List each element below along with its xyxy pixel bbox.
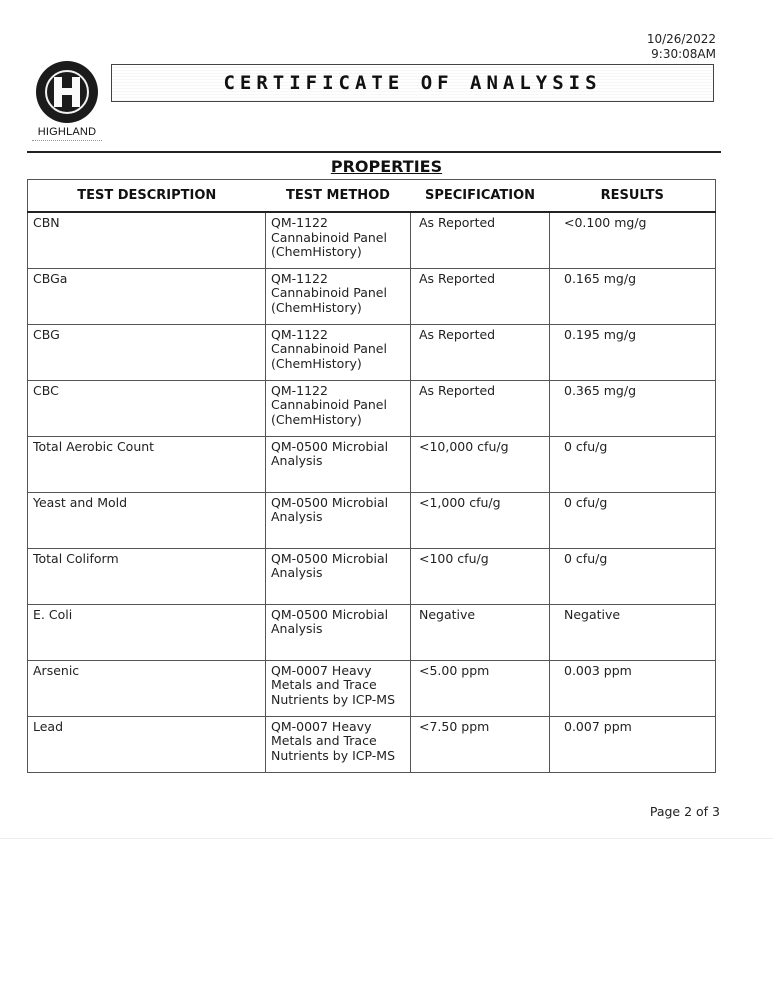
table-row — [28, 212, 716, 268]
column-header-description: TEST DESCRIPTION — [28, 180, 266, 213]
test-description-cell: CBGa — [28, 268, 266, 324]
test-method-line: Nutrients by ICP-MS — [271, 747, 395, 763]
test-method-line: QM-1122 — [271, 382, 328, 398]
specification-cell: Negative — [411, 604, 550, 660]
logo-name: HIGHLAND — [37, 126, 97, 138]
result-cell: 0.007 ppm — [550, 716, 716, 772]
test-description-cell: E. Coli — [28, 604, 266, 660]
test-method-cell — [266, 548, 411, 604]
header-divider — [27, 151, 721, 153]
test-method-line: Analysis — [271, 565, 323, 580]
test-method-line: QM-0007 Heavy — [271, 718, 372, 734]
result-cell: 0 cfu/g — [550, 492, 716, 548]
result-cell: 0.365 mg/g — [550, 380, 716, 436]
table-row — [28, 604, 716, 660]
column-header-specification: SPECIFICATION — [411, 180, 550, 213]
report-time: 9:30:08AM — [651, 47, 716, 61]
test-description-cell: Total Aerobic Count — [28, 436, 266, 492]
specification-cell: <10,000 cfu/g — [411, 436, 550, 492]
test-method-line: Cannabinoid Panel — [271, 397, 387, 412]
test-method-line: (ChemHistory) — [271, 411, 362, 427]
column-header-method: TEST METHOD — [266, 180, 411, 213]
result-cell: 0 cfu/g — [550, 548, 716, 604]
test-method-line: QM-0500 Microbial — [271, 606, 389, 622]
logo-badge — [36, 61, 98, 123]
properties-table — [27, 179, 716, 773]
test-method-line: QM-0500 Microbial — [271, 438, 389, 454]
test-method-cell — [266, 716, 411, 772]
specification-cell: <7.50 ppm — [411, 716, 550, 772]
properties-table-wrapper — [27, 179, 715, 773]
test-method-line: QM-0007 Heavy — [271, 662, 372, 678]
result-cell: 0.003 ppm — [550, 660, 716, 716]
test-method-line: QM-0500 Microbial — [271, 494, 389, 510]
test-description-cell: Total Coliform — [28, 548, 266, 604]
result-cell: Negative — [550, 604, 716, 660]
test-description-cell: Yeast and Mold — [28, 492, 266, 548]
certificate-title: CERTIFICATE OF ANALYSIS — [223, 72, 602, 94]
test-method-line: Analysis — [271, 453, 323, 468]
table-row — [28, 268, 716, 324]
specification-cell: <5.00 ppm — [411, 660, 550, 716]
test-method-line: (ChemHistory) — [271, 244, 362, 259]
test-method-cell — [266, 324, 411, 380]
report-datetime — [647, 32, 716, 62]
test-method-cell — [266, 268, 411, 324]
test-description-cell: CBN — [28, 212, 266, 268]
table-row — [28, 380, 716, 436]
table-row — [28, 716, 716, 772]
test-method-cell — [266, 492, 411, 548]
specification-cell: As Reported — [411, 212, 550, 268]
test-method-cell — [266, 380, 411, 436]
section-title: PROPERTIES — [330, 157, 443, 176]
report-date: 10/26/2022 — [646, 32, 716, 46]
specification-cell: As Reported — [411, 268, 550, 324]
test-method-line: Analysis — [271, 621, 323, 636]
test-description-cell: CBC — [28, 380, 266, 436]
specification-cell: As Reported — [411, 380, 550, 436]
test-description-cell: Arsenic — [28, 660, 266, 716]
table-header-row — [28, 180, 716, 213]
table-row — [28, 660, 716, 716]
test-method-line: Cannabinoid Panel — [271, 341, 387, 356]
test-method-line: Metals and Trace — [271, 677, 377, 692]
test-method-line: QM-1122 — [271, 215, 328, 230]
test-method-line: (ChemHistory) — [271, 299, 362, 315]
test-method-line: Nutrients by ICP-MS — [271, 691, 395, 707]
specification-cell: <1,000 cfu/g — [411, 492, 550, 548]
test-description-cell: Lead — [28, 716, 266, 772]
test-method-cell — [266, 660, 411, 716]
test-method-line: QM-0500 Microbial — [271, 550, 389, 566]
table-body — [28, 212, 716, 772]
test-method-line: Metals and Trace — [271, 733, 377, 748]
page-number: Page 2 of 3 — [649, 804, 720, 819]
result-cell: 0.165 mg/g — [550, 268, 716, 324]
test-method-cell — [266, 212, 411, 268]
test-method-line: Cannabinoid Panel — [271, 229, 387, 245]
test-method-cell — [266, 436, 411, 492]
test-method-cell — [266, 604, 411, 660]
table-row — [28, 324, 716, 380]
result-cell: <0.100 mg/g — [550, 212, 716, 268]
test-description-cell: CBG — [28, 324, 266, 380]
table-row — [28, 548, 716, 604]
test-method-line: Cannabinoid Panel — [271, 285, 387, 300]
test-method-line: QM-1122 — [271, 326, 328, 342]
footer-divider — [0, 838, 773, 839]
specification-cell: <100 cfu/g — [411, 548, 550, 604]
highland-logo — [36, 61, 98, 138]
test-method-line: (ChemHistory) — [271, 355, 362, 371]
logo-subtext — [32, 140, 102, 144]
test-method-line: QM-1122 — [271, 270, 328, 286]
table-row — [28, 492, 716, 548]
result-cell: 0 cfu/g — [550, 436, 716, 492]
logo-ring — [45, 70, 89, 114]
test-method-line: Analysis — [271, 509, 323, 524]
table-row — [28, 436, 716, 492]
column-header-results: RESULTS — [550, 180, 716, 213]
certificate-title-box — [111, 64, 714, 102]
logo-h-glyph — [54, 77, 80, 107]
specification-cell: As Reported — [411, 324, 550, 380]
result-cell: 0.195 mg/g — [550, 324, 716, 380]
